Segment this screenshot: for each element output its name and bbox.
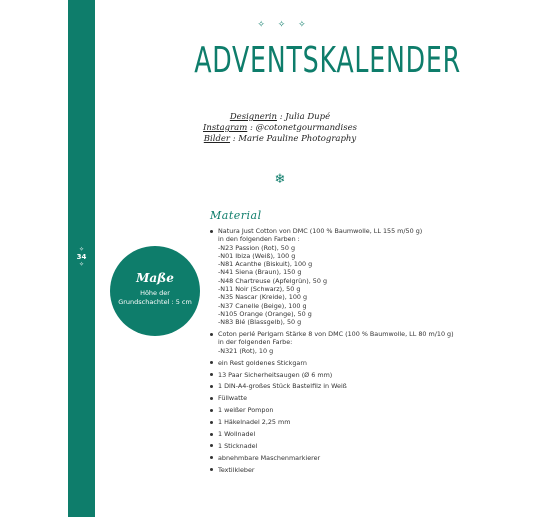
material-item-detail: -N41 Siena (Braun), 150 g [218, 268, 302, 277]
material-item [210, 227, 470, 327]
measures-badge [110, 246, 200, 336]
material-item [210, 371, 470, 379]
material-item [210, 406, 470, 414]
material-item-detail: -N35 Nascar (Kreide), 100 g [218, 293, 308, 302]
material-item-text: Füllwatte [218, 394, 248, 403]
credit-value: : @cotonetgourmandises [247, 123, 358, 133]
measures-title: Maße [136, 271, 174, 285]
credit-label: Designerin [229, 112, 277, 122]
page-title: ADVENTSKALENDER [194, 40, 461, 81]
credit-value: : Julia Dupé [277, 112, 331, 122]
material-item-text: abnehmbare Maschenmarkierer [218, 453, 321, 462]
material-item [210, 359, 470, 367]
material-item-text: 1 Sticknadel [218, 441, 258, 450]
material-item-text: 1 Wollnadel [218, 429, 256, 438]
material-item-text: 1 Häkelnadel 2,25 mm [218, 418, 291, 427]
material-item-text: Textilkleber [218, 465, 255, 474]
material-item [210, 382, 470, 390]
material-item-detail: -N37 Canelle (Beige), 100 g [218, 301, 307, 310]
material-item-text: ein Rest goldenes Stickgarn [218, 358, 307, 367]
credit-line [180, 134, 380, 145]
material-item-detail: in den folgenden Farben : [218, 235, 300, 244]
material-item [210, 454, 470, 462]
material-item-detail: in der folgenden Farbe: [218, 338, 293, 347]
credit-line [180, 112, 380, 123]
material-item-text: Natura Just Cotton von DMC (100 % Baumwolle, LL 155 m/50 g) [218, 227, 423, 235]
material-item-text: 13 Paar Sicherheitsaugen (Ø 6 mm) [218, 370, 333, 379]
credit-value: : Marie Pauline Photography [230, 134, 357, 144]
material-item [210, 430, 470, 438]
material-item [210, 418, 470, 426]
credit-label: Bilder [203, 134, 230, 144]
measures-text: Höhe der Grundschachtel : 5 cm [118, 289, 192, 306]
material-item-detail: -N11 Noir (Schwarz), 50 g [218, 285, 301, 294]
material-item-detail: -N48 Chartreuse (Apfelgrün), 50 g [218, 276, 328, 285]
material-item-detail: -N105 Orange (Orange), 50 g [218, 309, 312, 318]
material-item [210, 394, 470, 402]
credits [180, 112, 380, 145]
diamond-icon: ✧ [78, 261, 85, 268]
page-number-text: 34 [76, 253, 87, 261]
credit-label: Instagram [202, 123, 248, 133]
material-item-detail: -N81 Acanthe (Biskuit), 100 g [218, 260, 313, 269]
credit-line [180, 123, 380, 134]
page-number [68, 246, 95, 268]
material-item-text: Coton perlé Perlgarn Stärke 8 von DMC (100 % Baumwolle, LL 80 m/10 g) [218, 330, 454, 339]
material-item-detail: -N83 Blé (Blassgelb), 50 g [218, 318, 302, 327]
stars-ornament: ✧ ✧ ✧ [257, 20, 311, 30]
material-heading: Material [210, 209, 262, 222]
material-item [210, 466, 470, 474]
snowflake-icon: ❄ [274, 172, 286, 187]
material-item [210, 442, 470, 450]
material-list [210, 227, 470, 478]
material-item-text: 1 weißer Pompon [218, 406, 274, 415]
diamond-icon: ✧ [78, 246, 85, 253]
material-item-detail: -N23 Passion (Rot), 50 g [218, 243, 295, 252]
material-item-detail: -N321 (Rot), 10 g [218, 346, 274, 355]
material-item-text: 1 DIN-A4-großes Stück Bastelfilz in Weiß [218, 382, 347, 391]
material-item [210, 330, 470, 355]
material-item-detail: -N01 Ibiza (Weiß), 100 g [218, 251, 296, 260]
